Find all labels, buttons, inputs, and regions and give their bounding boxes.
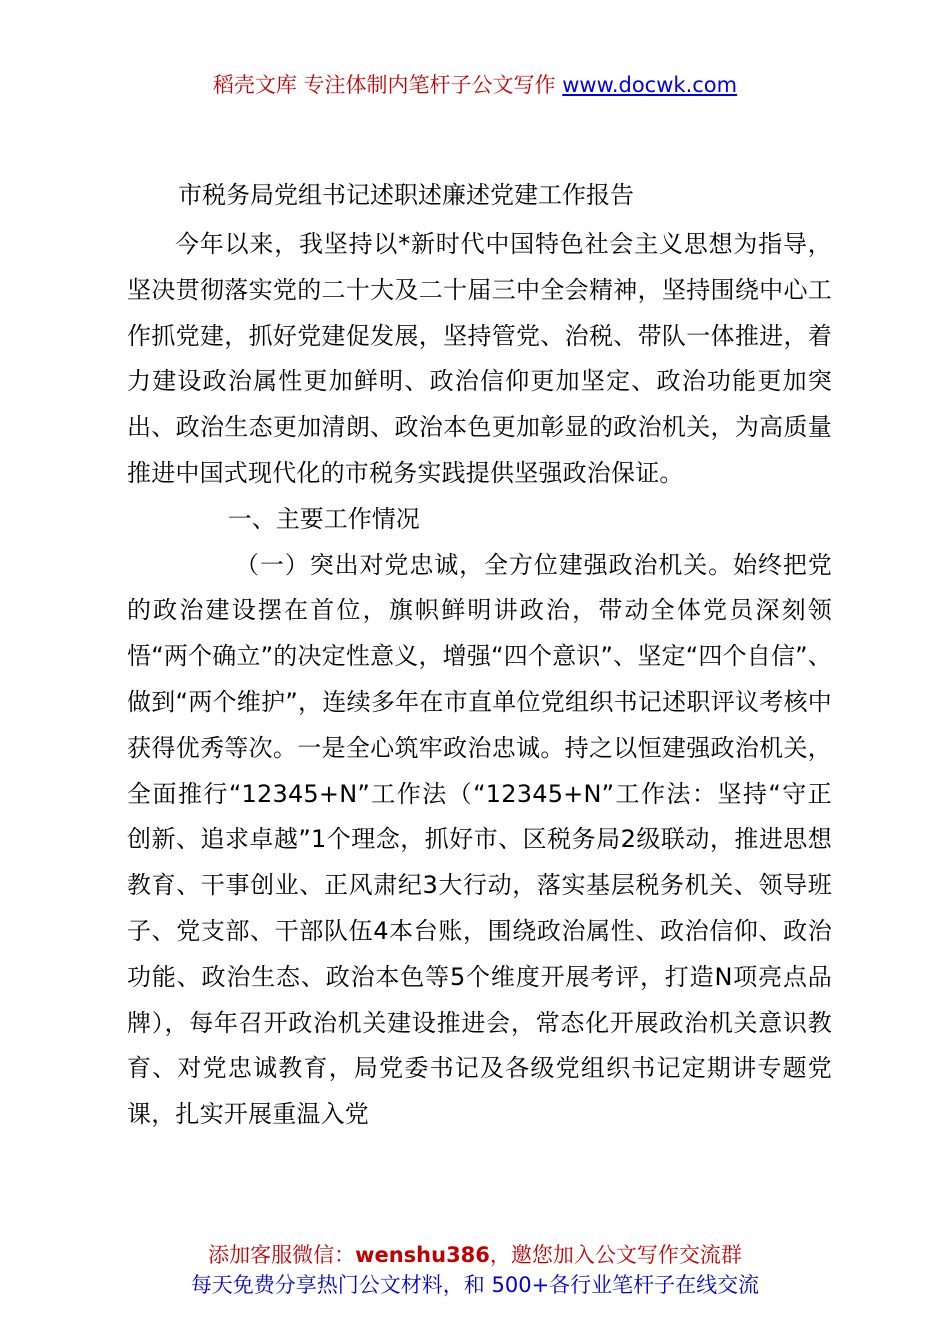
header-brand: 稻壳文库 专注体制内笔杆子公文写作	[212, 73, 563, 97]
header-url-link[interactable]: www.docwk.com	[562, 73, 738, 97]
footer-share-line: 每天免费分享热门公文材料，和 500+各行业笔杆子在线交流	[190, 1273, 760, 1297]
page-header	[0, 70, 950, 100]
footer-suffix: ，邀您加入公文写作交流群	[489, 1243, 742, 1267]
section-paragraph: （一）突出对党忠诚，全方位建强政治机关。始终把党的政治建设摆在首位，旗帜鲜明讲政治，带动全体党员深刻领悟“两个确立”的决定性意义，增强“四个意识”、坚定“四个自信”、做到“两个维护”，连续多年在市直单位党组织书记述职评议考核中获得优秀等次。一是全心筑牢政治忠诚。持之以恒建强政治机关，全面推行“12345+N”工作法（“12345+N”工作法：坚持“守正创新、追求卓越”1个理念，抓好市、区税务局2级联动，推进思想教育、干事创业、正风肃纪3大行动，落实基层税务机关、领导班子、党支部、干部队伍4本台账，围绕政治属性、政治信仰、政治功能、政治生态、政治本色等5个维度开展考评，打造N项亮点品牌），每年召开政治机关建设推进会，常态化开展政治机关意识教育、对党忠诚教育，局党委书记及各级党组织书记定期讲专题党课，扎实开展重温入党	[127, 550, 832, 1129]
section-heading: 一、主要工作情况	[227, 504, 420, 533]
footer-prefix: 添加客服微信：	[208, 1243, 356, 1267]
footer-wechat-line	[0, 1240, 950, 1270]
document-body	[127, 222, 832, 1138]
document-title: 市税务局党组书记述职述廉述党建工作报告	[178, 181, 634, 209]
intro-paragraph: 今年以来，我坚持以*新时代中国特色社会主义思想为指导，坚决贯彻落实党的二十大及二十届三中全会精神，坚持围绕中心工作抓党建，抓好党建促发展，坚持管党、治税、带队一体推进，着力建设政治属性更加鲜明、政治信仰更加坚定、政治功能更加突出、政治生态更加清朗、政治本色更加彰显的政治机关，为高质量推进中国式现代化的市税务实践提供坚强政治保证。	[127, 230, 832, 487]
footer-wechat-id: wenshu386	[355, 1243, 490, 1267]
